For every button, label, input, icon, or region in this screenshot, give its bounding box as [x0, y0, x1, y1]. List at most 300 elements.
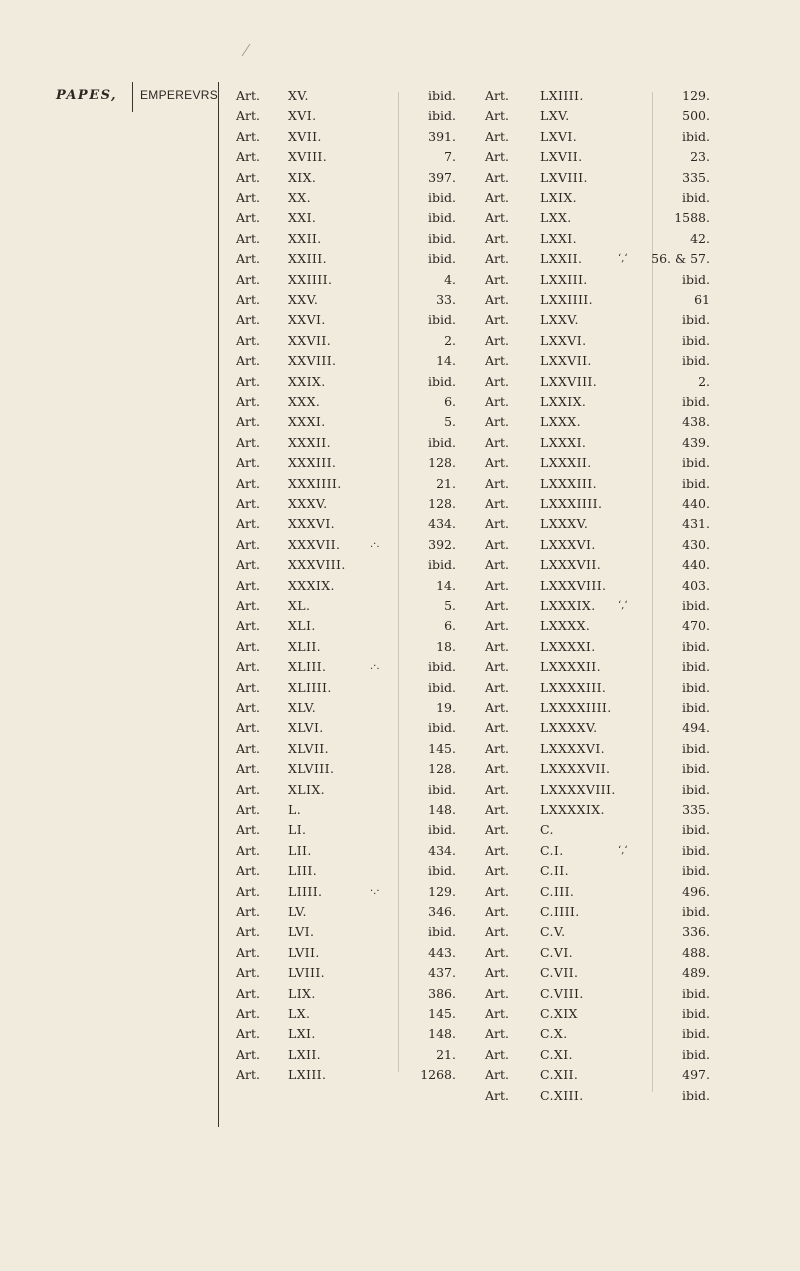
- art-label: Art.: [485, 394, 509, 409]
- art-label: Art.: [485, 822, 509, 838]
- art-label: Art.: [236, 700, 260, 715]
- table-row: [0, 882, 800, 902]
- article-number: XLV.: [288, 700, 317, 715]
- page-ref: ibid.: [682, 394, 710, 409]
- table-row: [0, 147, 800, 167]
- page-ref: 335.: [682, 802, 710, 817]
- art-label: Art.: [485, 924, 509, 940]
- article-number: LX.: [288, 1006, 311, 1021]
- table-row: [0, 922, 800, 942]
- art-label: Art.: [485, 230, 509, 246]
- page-ref: 1268.: [420, 1067, 456, 1083]
- art-label: Art.: [236, 292, 260, 307]
- page-ref: 1588.: [674, 210, 710, 226]
- table-row: [0, 535, 800, 555]
- art-label: Art.: [485, 700, 509, 715]
- table-row: [0, 1024, 800, 1044]
- art-label: Art.: [236, 842, 260, 858]
- article-number: LXXII.: [540, 251, 583, 267]
- page-ref: 56. & 57.: [651, 251, 710, 267]
- table-row: [0, 229, 800, 249]
- page-ref: 336.: [682, 924, 710, 940]
- article-number: LXXXXIII.: [540, 679, 607, 695]
- page-ref: ibid.: [682, 128, 710, 144]
- art-label: Art.: [485, 353, 509, 369]
- page-ref: 2.: [444, 332, 456, 348]
- article-number: XXIIII.: [288, 271, 333, 287]
- page-ref: 128.: [428, 455, 456, 471]
- article-number: C.VI.: [540, 944, 574, 960]
- art-label: Art.: [236, 781, 260, 797]
- article-number: C.XI.: [540, 1046, 573, 1062]
- margin-mark: ‘‚‘: [618, 844, 628, 856]
- article-number: LVII.: [288, 944, 320, 960]
- table-row: [0, 616, 800, 636]
- table-row: [0, 270, 800, 290]
- art-label: Art.: [236, 434, 260, 450]
- art-label: Art.: [485, 516, 509, 532]
- art-label: Art.: [485, 863, 509, 879]
- art-label: Art.: [236, 373, 260, 389]
- table-row: [0, 780, 800, 800]
- art-label: Art.: [485, 496, 509, 511]
- article-number: XLIII.: [288, 659, 327, 675]
- table-row: [0, 127, 800, 147]
- article-number: LXII.: [288, 1046, 322, 1062]
- article-number: LXIII.: [288, 1067, 327, 1083]
- page-ref: 42.: [690, 230, 710, 246]
- page-ref: 440.: [682, 557, 710, 573]
- article-number: XLVII.: [288, 740, 329, 756]
- margin-mark: .·.: [370, 538, 380, 550]
- article-number: XXV.: [288, 292, 319, 307]
- art-label: Art.: [236, 720, 260, 736]
- article-number: LXXI.: [540, 230, 578, 246]
- article-number: L.: [288, 802, 302, 817]
- page-ref: 148.: [428, 802, 456, 817]
- page-ref: ibid.: [428, 88, 456, 103]
- table-row: [0, 739, 800, 759]
- page-ref: 430.: [682, 536, 710, 552]
- article-number: C.XIX: [540, 1006, 578, 1021]
- art-label: Art.: [485, 883, 509, 899]
- art-label: Art.: [485, 781, 509, 797]
- page-ref: ibid.: [428, 781, 456, 797]
- article-number: LXXV.: [540, 312, 579, 328]
- page-ref: 335.: [682, 169, 710, 185]
- article-number: LII.: [288, 842, 312, 858]
- art-label: Art.: [485, 904, 509, 919]
- art-label: Art.: [485, 638, 509, 654]
- art-label: Art.: [485, 1087, 509, 1103]
- page-ref: ibid.: [428, 659, 456, 675]
- article-number: LXXXXIX.: [540, 802, 605, 817]
- article-number: XXVI.: [288, 312, 326, 328]
- art-label: Art.: [236, 536, 260, 552]
- article-number: XXXVI.: [288, 516, 336, 532]
- table-row: [0, 759, 800, 779]
- page-ref: 434.: [428, 516, 456, 532]
- margin-mark: ·.·: [370, 885, 380, 897]
- article-number: XXIII.: [288, 251, 327, 267]
- article-number: C.V.: [540, 924, 566, 940]
- art-label: Art.: [236, 88, 260, 103]
- table-row: [0, 351, 800, 371]
- article-number: LXXX.: [540, 414, 581, 430]
- page-ref: 438.: [682, 414, 710, 430]
- article-number: LXXXII.: [540, 455, 592, 471]
- table-row: [0, 718, 800, 738]
- art-label: Art.: [485, 618, 509, 634]
- page-ref: ibid.: [428, 679, 456, 695]
- article-number: LXXXIII.: [540, 475, 597, 491]
- table-row: [0, 841, 800, 861]
- table-row: [0, 1004, 800, 1024]
- article-number: XLII.: [288, 638, 322, 654]
- article-number: XXXI.: [288, 414, 326, 430]
- art-label: Art.: [485, 598, 509, 613]
- table-row: [0, 474, 800, 494]
- article-number: C.IIII.: [540, 904, 580, 919]
- page-ref: ibid.: [682, 638, 710, 654]
- article-number: LXXVII.: [540, 353, 592, 369]
- page-ref: 7.: [444, 149, 456, 165]
- article-number: C.XII.: [540, 1067, 579, 1083]
- page-ref: ibid.: [428, 312, 456, 328]
- table-row: [0, 331, 800, 351]
- page-ref: ibid.: [428, 720, 456, 736]
- art-label: Art.: [236, 230, 260, 246]
- article-number: XLI.: [288, 618, 316, 634]
- page-ref: ibid.: [428, 822, 456, 838]
- art-label: Art.: [485, 761, 509, 777]
- table-row: [0, 820, 800, 840]
- art-label: Art.: [236, 944, 260, 960]
- art-label: Art.: [236, 822, 260, 838]
- page-ref: ibid.: [682, 679, 710, 695]
- article-number: LXXXVIII.: [540, 577, 607, 593]
- art-label: Art.: [236, 394, 260, 409]
- article-number: LXIIII.: [540, 88, 584, 103]
- margin-mark: ‘‚‘: [618, 253, 628, 265]
- article-number: LV.: [288, 904, 307, 919]
- article-number: XV.: [288, 88, 309, 103]
- page-ref: 489.: [682, 965, 710, 981]
- art-label: Art.: [485, 149, 509, 165]
- page-ref: ibid.: [682, 740, 710, 756]
- table-row: [0, 984, 800, 1004]
- table-row: [0, 514, 800, 534]
- art-label: Art.: [236, 659, 260, 675]
- art-label: Art.: [485, 210, 509, 226]
- article-number: LVI.: [288, 924, 315, 940]
- page-ref: 470.: [682, 618, 710, 634]
- page-ref: ibid.: [682, 1026, 710, 1042]
- table-row: [0, 800, 800, 820]
- page-ref: 14.: [436, 353, 456, 369]
- article-number: LXXXIIII.: [540, 496, 603, 511]
- art-label: Art.: [485, 842, 509, 858]
- art-label: Art.: [485, 720, 509, 736]
- art-label: Art.: [236, 251, 260, 267]
- page-ref: 386.: [428, 985, 456, 1001]
- page-ref: ibid.: [428, 108, 456, 124]
- article-number: XXXVII.: [288, 536, 341, 552]
- article-number: C.VIII.: [540, 985, 584, 1001]
- article-number: XLIIII.: [288, 679, 332, 695]
- art-label: Art.: [485, 985, 509, 1001]
- page-ref: ibid.: [682, 1087, 710, 1103]
- table-row: [0, 576, 800, 596]
- article-number: LXXIX.: [540, 394, 587, 409]
- article-number: XVII.: [288, 128, 322, 144]
- article-number: LXX.: [540, 210, 572, 226]
- art-label: Art.: [485, 455, 509, 471]
- table-row: [0, 392, 800, 412]
- article-number: XVIII.: [288, 149, 328, 165]
- table-row: [0, 290, 800, 310]
- article-number: LXI.: [288, 1026, 316, 1042]
- art-label: Art.: [236, 557, 260, 573]
- art-label: Art.: [485, 1046, 509, 1062]
- article-number: LXXXIX.: [540, 598, 596, 613]
- art-label: Art.: [236, 455, 260, 471]
- art-label: Art.: [236, 271, 260, 287]
- table-row: [0, 310, 800, 330]
- page-ref: ibid.: [428, 557, 456, 573]
- article-number: XXVII.: [288, 332, 332, 348]
- article-number: LI.: [288, 822, 307, 838]
- article-number: XXXII.: [288, 434, 331, 450]
- page-ref: ibid.: [682, 700, 710, 715]
- art-label: Art.: [485, 312, 509, 328]
- page-ref: 23.: [690, 149, 710, 165]
- article-number: C.XIII.: [540, 1087, 584, 1103]
- table-row: [0, 555, 800, 575]
- article-number: LXXXX.: [540, 618, 591, 634]
- article-number: LXXVIII.: [540, 373, 598, 389]
- page-ref: ibid.: [682, 863, 710, 879]
- page-ref: 145.: [428, 1006, 456, 1021]
- page-ref: 434.: [428, 842, 456, 858]
- article-number: C.VII.: [540, 965, 579, 981]
- page-ref: ibid.: [682, 1046, 710, 1062]
- table-row: [0, 698, 800, 718]
- table-row: [0, 637, 800, 657]
- article-number: C.III.: [540, 883, 575, 899]
- table-row: [0, 861, 800, 881]
- margin-mark: .·.: [370, 661, 380, 673]
- art-label: Art.: [485, 108, 509, 124]
- page-ref: ibid.: [428, 434, 456, 450]
- table-row: [0, 494, 800, 514]
- page-ref: ibid.: [682, 353, 710, 369]
- page-ref: 488.: [682, 944, 710, 960]
- page-ref: 494.: [682, 720, 710, 736]
- article-number: C.I.: [540, 842, 564, 858]
- table-row: [0, 596, 800, 616]
- page-ref: ibid.: [682, 761, 710, 777]
- art-label: Art.: [485, 128, 509, 144]
- page-ref: 19.: [436, 700, 456, 715]
- article-number: LXXXXVIII.: [540, 781, 616, 797]
- article-number: LXXXVI.: [540, 536, 596, 552]
- art-label: Art.: [236, 985, 260, 1001]
- pencil-mark-icon: [240, 42, 252, 58]
- art-label: Art.: [236, 210, 260, 226]
- article-number: LXXXXI.: [540, 638, 596, 654]
- page-ref: 497.: [682, 1067, 710, 1083]
- page-ref: ibid.: [682, 904, 710, 919]
- table-row: [0, 433, 800, 453]
- art-label: Art.: [236, 598, 260, 613]
- table-row: [0, 678, 800, 698]
- article-number: LIX.: [288, 985, 316, 1001]
- art-label: Art.: [485, 659, 509, 675]
- page-ref: 392.: [428, 536, 456, 552]
- page-ref: ibid.: [682, 190, 710, 205]
- art-label: Art.: [236, 883, 260, 899]
- article-number: XXVIII.: [288, 353, 337, 369]
- page-ref: ibid.: [682, 781, 710, 797]
- article-number: C.II.: [540, 863, 569, 879]
- art-label: Art.: [236, 761, 260, 777]
- page-ref: 21.: [436, 1046, 456, 1062]
- art-label: Art.: [485, 169, 509, 185]
- article-number: LXIX.: [540, 190, 578, 205]
- art-label: Art.: [485, 965, 509, 981]
- art-label: Art.: [236, 516, 260, 532]
- table-row: [0, 902, 800, 922]
- page-ref: 145.: [428, 740, 456, 756]
- table-row: [0, 249, 800, 269]
- article-number: XLVIII.: [288, 761, 335, 777]
- page-ref: 2.: [698, 373, 710, 389]
- page-ref: 346.: [428, 904, 456, 919]
- page-ref: 391.: [428, 128, 456, 144]
- page-ref: ibid.: [682, 985, 710, 1001]
- page-ref: ibid.: [428, 924, 456, 940]
- article-number: XL.: [288, 598, 311, 613]
- table-row: [0, 1086, 800, 1106]
- art-label: Art.: [485, 88, 509, 103]
- article-number: LXV.: [540, 108, 570, 124]
- art-label: Art.: [236, 475, 260, 491]
- page-ref: 437.: [428, 965, 456, 981]
- art-label: Art.: [236, 638, 260, 654]
- table-row: [0, 963, 800, 983]
- article-number: LXXXV.: [540, 516, 589, 532]
- page-ref: ibid.: [682, 598, 710, 613]
- page-ref: ibid.: [428, 230, 456, 246]
- page-ref: ibid.: [682, 1006, 710, 1021]
- article-number: XLVI.: [288, 720, 324, 736]
- page-ref: ibid.: [428, 863, 456, 879]
- article-number: XLIX.: [288, 781, 326, 797]
- page-ref: ibid.: [682, 822, 710, 838]
- page-ref: 128.: [428, 496, 456, 511]
- page-ref: 128.: [428, 761, 456, 777]
- art-label: Art.: [485, 434, 509, 450]
- art-label: Art.: [485, 536, 509, 552]
- page-ref: ibid.: [682, 842, 710, 858]
- margin-mark: ‘‚‘: [618, 600, 628, 611]
- page-ref: 61: [694, 292, 710, 307]
- table-row: [0, 657, 800, 677]
- article-number: LXVI.: [540, 128, 578, 144]
- art-label: Art.: [236, 496, 260, 511]
- article-number: LXXXXVII.: [540, 761, 611, 777]
- article-number: LVIII.: [288, 965, 326, 981]
- art-label: Art.: [236, 863, 260, 879]
- art-label: Art.: [236, 149, 260, 165]
- art-label: Art.: [236, 1067, 260, 1083]
- page-ref: 14.: [436, 577, 456, 593]
- art-label: Art.: [485, 802, 509, 817]
- table-row: [0, 86, 800, 106]
- article-number: XXII.: [288, 230, 322, 246]
- art-label: Art.: [236, 414, 260, 430]
- page-ref: 21.: [436, 475, 456, 491]
- page-ref: ibid.: [682, 312, 710, 328]
- art-label: Art.: [485, 740, 509, 756]
- page-ref: ibid.: [428, 251, 456, 267]
- page-ref: 500.: [682, 108, 710, 124]
- article-number: C.X.: [540, 1026, 568, 1042]
- table-row: [0, 188, 800, 208]
- art-label: Art.: [236, 802, 260, 817]
- art-label: Art.: [485, 1026, 509, 1042]
- art-label: Art.: [485, 475, 509, 491]
- table-row: [0, 453, 800, 473]
- page-ref: ibid.: [682, 332, 710, 348]
- article-number: XXXV.: [288, 496, 328, 511]
- article-number: LXXXI.: [540, 434, 587, 450]
- table-row: [0, 208, 800, 228]
- article-number: LIIII.: [288, 883, 323, 899]
- art-label: Art.: [485, 271, 509, 287]
- article-number: LXXXXV.: [540, 720, 598, 736]
- art-label: Art.: [485, 679, 509, 695]
- art-label: Art.: [485, 251, 509, 267]
- table-row: [0, 1065, 800, 1085]
- table-row: [0, 1045, 800, 1065]
- article-number: LXXIIII.: [540, 292, 594, 307]
- page-ref: ibid.: [682, 455, 710, 471]
- article-number: C.: [540, 822, 554, 838]
- page-ref: 33.: [436, 292, 456, 307]
- art-label: Art.: [236, 965, 260, 981]
- art-label: Art.: [236, 1006, 260, 1021]
- art-label: Art.: [485, 292, 509, 307]
- art-label: Art.: [236, 1046, 260, 1062]
- art-label: Art.: [236, 128, 260, 144]
- table-row: [0, 372, 800, 392]
- page-ref: 18.: [436, 638, 456, 654]
- table-row: [0, 412, 800, 432]
- page-ref: 148.: [428, 1026, 456, 1042]
- table-row: [0, 168, 800, 188]
- art-label: Art.: [236, 924, 260, 940]
- article-number: LIII.: [288, 863, 318, 879]
- art-label: Art.: [236, 190, 260, 205]
- article-number: XXXVIII.: [288, 557, 346, 573]
- page-ref: ibid.: [682, 659, 710, 675]
- article-number: XXXIII.: [288, 455, 337, 471]
- page-ref: 440.: [682, 496, 710, 511]
- article-number: XXI.: [288, 210, 317, 226]
- table-row: [0, 943, 800, 963]
